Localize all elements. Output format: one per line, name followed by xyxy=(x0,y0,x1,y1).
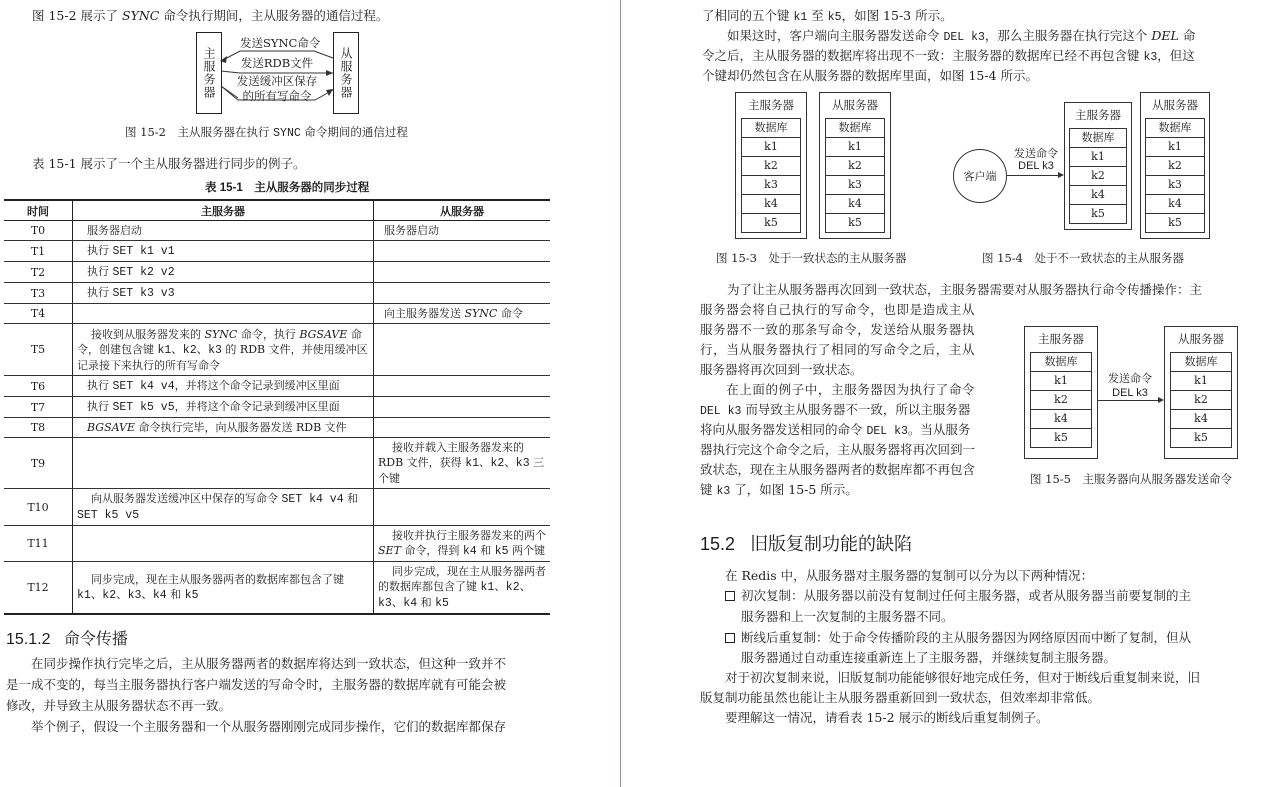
table-row: T7 执行 SET k5 v5，并将这个命令记录到缓冲区里面 xyxy=(4,397,550,418)
paragraph-line: 在同步操作执行完毕之后，主从服务器两者的数据库将达到一致状态，但这种一致并不 xyxy=(6,656,507,671)
figure-15-5-caption: 图 15-5 主服务器向从服务器发送命令 xyxy=(1030,472,1232,486)
master-server-box: 主服务器 数据库 k1 k2 k4 k5 xyxy=(1064,102,1132,230)
bullet-item: 断线后重复制：处于命令传播阶段的主从服务器因为网络原因而中断了复制，但从 xyxy=(725,628,1191,647)
table-row: T4 向主服务器发送 SYNC 命令 xyxy=(4,304,550,324)
paragraph-line: 为了让主从服务器再次回到一致状态，主服务器需要对从服务器执行命令传播操作：主 xyxy=(702,282,1203,297)
master-server-box: 主服务器 数据库 k1 k2 k3 k4 k5 xyxy=(735,92,807,239)
paragraph-line: 是一成不变的，每当主服务器执行客户端发送的写命令时，主服务器的数据库就有可能会被 xyxy=(6,677,507,692)
master-database: 数据库 k1 k2 k4 k5 xyxy=(1030,352,1092,448)
paragraph-line: 修改，并导致主从服务器状态不再一致。 xyxy=(6,698,232,713)
paragraph-line: 器执行完这个命令之后，主从服务器将再次回到一 xyxy=(700,442,976,457)
sync-process-table xyxy=(4,199,550,615)
slave-server-box: 从服务器 xyxy=(333,32,359,114)
arrow-label: 发送命令 DEL k3 xyxy=(1108,372,1152,399)
table-row: T3 执行 SET k3 v3 xyxy=(4,283,550,304)
slave-database: 数据库 k1 k2 k4 k5 xyxy=(1170,352,1232,448)
header-time: 时间 xyxy=(4,200,73,221)
arrow-line xyxy=(1097,400,1159,401)
page-divider xyxy=(620,0,621,787)
paragraph-line: 在上面的例子中，主服务器因为执行了命令 xyxy=(700,382,976,397)
checkbox-bullet-icon xyxy=(725,633,735,643)
bullet-item: 初次复制：从服务器以前没有复制过任何主服务器，或者从服务器当前要复制的主 xyxy=(725,586,1191,605)
table-row: T12 同步完成，现在主从服务器两者的数据库都包含了键 k1、k2、k3、k4 和 k5 同步完成，现在主从服务器两者的数据库都包含了键 k1、k2、k3、k4 和 k5 xyxy=(4,562,550,615)
paragraph-line: 举个例子，假设一个主服务器和一个从服务器刚刚完成同步操作，它们的数据库都保存 xyxy=(6,719,507,734)
slave-server-box: 从服务器 数据库 k1 k2 k4 k5 xyxy=(1164,326,1238,459)
paragraph-line: 键 k3 了，如图 15-5 所示。 xyxy=(700,482,858,498)
arrow-label-send-buffer-1: 发送缓冲区保存 xyxy=(236,74,318,88)
master-database: 数据库 k1 k2 k3 k4 k5 xyxy=(741,118,801,233)
arrow-label-send-sync: 发送SYNC命令 xyxy=(240,36,321,50)
slave-database: 数据库 k1 k2 k3 k4 k5 xyxy=(825,118,885,233)
arrow-label-send-rdb: 发送RDB文件 xyxy=(240,56,314,70)
table-intro: 表 15-1 展示了一个主从服务器进行同步的例子。 xyxy=(32,156,306,171)
table-header-row xyxy=(4,200,550,221)
bullet-item-continued: 服务器和上一次复制的主服务器不同。 xyxy=(741,609,954,624)
intro-paragraph: 图 15-2 展示了 SYNC 命令执行期间，主从服务器的通信过程。 xyxy=(32,8,389,23)
section-heading-15-1-2: 15.1.2 命令传播 xyxy=(6,631,128,648)
paragraph-line: 在 Redis 中，从服务器对主服务器的复制可以分为以下两种情况： xyxy=(725,568,1094,583)
table-row: T6 执行 SET k4 v4，并将这个命令记录到缓冲区里面 xyxy=(4,376,550,397)
slave-server-box: 从服务器 数据库 k1 k2 k3 k4 k5 xyxy=(819,92,891,239)
table-15-1-title: 表 15-1 主从服务器的同步过程 xyxy=(205,182,370,194)
figure-15-4-caption: 图 15-4 处于不一致状态的主从服务器 xyxy=(982,251,1184,265)
paragraph-line: 令之后，主从服务器的数据库将出现不一致：主服务器的数据库已经不再包含键 k3，但这 xyxy=(702,48,1195,64)
table-row: T0 服务器启动 服务器启动 xyxy=(4,221,550,241)
table-row: T9 接收并载入主服务器发来的 RDB 文件，获得 k1、k2、k3 三个键 xyxy=(4,438,550,489)
slave-server-box: 从服务器 数据库 k1 k2 k3 k4 k5 xyxy=(1140,92,1210,239)
header-slave: 从服务器 xyxy=(374,200,551,221)
section-heading-15-2: 15.2 旧版复制功能的缺陷 xyxy=(700,534,913,554)
paragraph-line: 服务器会将自己执行的写命令，也即是造成主从 xyxy=(700,302,976,317)
slave-database: 数据库 k1 k2 k3 k4 k5 xyxy=(1145,118,1205,233)
master-server-box: 主服务器 xyxy=(196,32,222,114)
bullet-item-continued: 服务器通过自动重连接重新连上了主服务器，并继续复制主服务器。 xyxy=(741,650,1117,665)
paragraph-line: 将向从服务器发送相同的命令 DEL k3。当从服务 xyxy=(700,422,971,438)
paragraph-line: 版复制功能虽然也能让主从服务器重新回到一致状态，但效率却非常低。 xyxy=(700,690,1101,705)
paragraph-line: 了相同的五个键 k1 至 k5，如图 15-3 所示。 xyxy=(702,8,953,24)
paragraph-line: 个键却仍然包含在从服务器的数据库里面，如图 15-4 所示。 xyxy=(702,68,1039,83)
table-row: T2 执行 SET k2 v2 xyxy=(4,262,550,283)
header-master: 主服务器 xyxy=(73,200,374,221)
table-row: T1 执行 SET k1 v1 xyxy=(4,241,550,262)
paragraph-line: 致状态，现在主从服务器两者的数据库都不再包含 xyxy=(700,462,976,477)
paragraph-line: DEL k3 而导致主从服务器不一致，所以主服务器 xyxy=(700,402,971,418)
client-circle: 客户端 xyxy=(953,149,1007,203)
table-row: T10 向从服务器发送缓冲区中保存的写命令 SET k4 v4 和 SET k5 v5 xyxy=(4,489,550,526)
paragraph-line: 服务器不一致的那条写命令，发送给从服务器执 xyxy=(700,322,976,337)
arrow-line xyxy=(1006,175,1060,176)
paragraph-line: 要理解这一情况，请看表 15-2 展示的断线后重复制例子。 xyxy=(700,710,1049,725)
paragraph-line: 行，当从服务器执行了相同的写命令之后，主从 xyxy=(700,342,976,357)
sync-command: SYNC xyxy=(122,8,160,23)
paragraph-line: 服务器将再次回到一致状态。 xyxy=(700,362,863,377)
master-database: 数据库 k1 k2 k4 k5 xyxy=(1069,128,1127,224)
table-row: T11 接收并执行主服务器发来的两个 SET 命令，得到 k4 和 k5 两个键 xyxy=(4,526,550,562)
figure-15-3-caption: 图 15-3 处于一致状态的主从服务器 xyxy=(716,251,907,265)
master-server-box: 主服务器 数据库 k1 k2 k4 k5 xyxy=(1024,326,1098,459)
arrow-label: 发送命令 DEL k3 xyxy=(1014,147,1058,172)
figure-15-2-caption: 图 15-2 主从服务器在执行 SYNC 命令期间的通信过程 xyxy=(125,125,408,140)
arrow-label-send-buffer-2: 的所有写命令 xyxy=(242,89,312,103)
paragraph-line: 对于初次复制来说，旧版复制功能能够很好地完成任务，但对于断线后重复制来说，旧 xyxy=(700,670,1201,685)
checkbox-bullet-icon xyxy=(725,591,735,601)
paragraph-line: 如果这时，客户端向主服务器发送命令 DEL k3，那么主服务器在执行完这个 DEL 命 xyxy=(702,28,1196,44)
table-row: T5 接收到从服务器发来的 SYNC 命令，执行 BGSAVE 命令，创建包含键 k1、k2、k3 的 RDB 文件，并使用缓冲区记录接下来执行的所有写命令 xyxy=(4,324,550,376)
table-row: T8 BGSAVE 命令执行完毕，向从服务器发送 RDB 文件 xyxy=(4,418,550,438)
